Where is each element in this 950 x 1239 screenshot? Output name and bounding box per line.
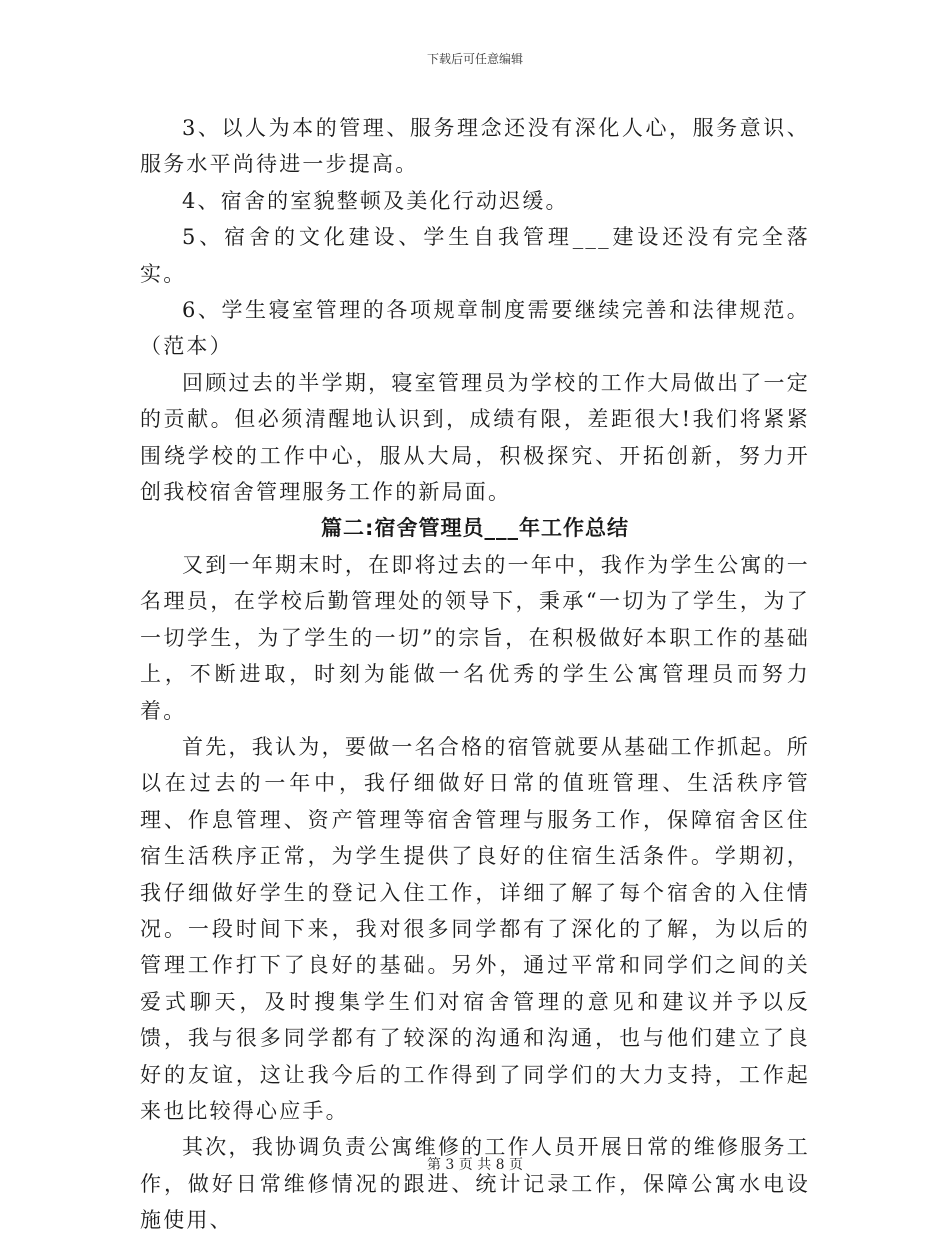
- document-body: [140, 110, 810, 1239]
- paragraph-second: 其次，我协调负责公寓维修的工作人员开展日常的维修服务工作，做好日常维修情况的跟进、统计记录工作，保障公寓水电设施使用、: [140, 1135, 810, 1233]
- paragraph-intro: 又到一年期末时，在即将过去的一年中，我作为学生公寓的一名理员，在学校后勤管理处的领导下，秉承“一切为了学生，为了一切学生，为了学生的一切”的宗旨，在积极做好本职工作的基础上，不断进取，时刻为能做一名优秀的学生公寓管理员而努力着。: [140, 552, 810, 723]
- page-header: 下载后可任意编辑: [426, 52, 523, 66]
- paragraph-first: 首先，我认为，要做一名合格的宿管就要从基础工作抓起。所以在过去的一年中，我仔细做好日常的值班管理、生活秩序管理、作息管理、资产管理等宿舍管理与服务工作，保障宿舍区住宿生活秩序正常，为学生提供了良好的住宿生活条件。学期初，我仔细做好学生的登记入住工作，详细了解了每个宿舍的入住情况。一段时间下来，我对很多同学都有了深化的了解，为以后的管理工作打下了良好的基础。另外，通过平常和同学们之间的关爱式聊天，及时搜集学生们对宿舍管理的意见和建议并予以反馈，我与很多同学都有了较深的沟通和沟通，也与他们建立了良好的友谊，这让我今后的工作得到了同学们的大力支持，工作起来也比较得心应手。: [140, 734, 810, 1123]
- paragraph-item-6: 6、学生寝室管理的各项规章制度需要继续完善和法律规范。（范本）: [140, 298, 810, 359]
- paragraph-item-3: 3、以人为本的管理、服务理念还没有深化人心，服务意识、服务水平尚待进一步提高。: [140, 116, 810, 177]
- paragraph-item-5: 5、宿舍的文化建设、学生自我管理___建设还没有完全落实。: [140, 225, 810, 286]
- section-title: 篇二:宿舍管理员___年工作总结: [321, 516, 629, 541]
- paragraph-item-4: 4、宿舍的室貌整顿及美化行动迟缓。: [182, 188, 569, 213]
- paragraph-review: 回顾过去的半学期，寝室管理员为学校的工作大局做出了一定的贡献。但必须清醒地认识到，成绩有限，差距很大!我们将紧紧围绕学校的工作中心，服从大局，积极探究、开拓创新，努力开创我校宿舍管理服务工作的新局面。: [140, 370, 810, 505]
- page-footer: 第 3 页 共 8 页: [426, 1157, 524, 1173]
